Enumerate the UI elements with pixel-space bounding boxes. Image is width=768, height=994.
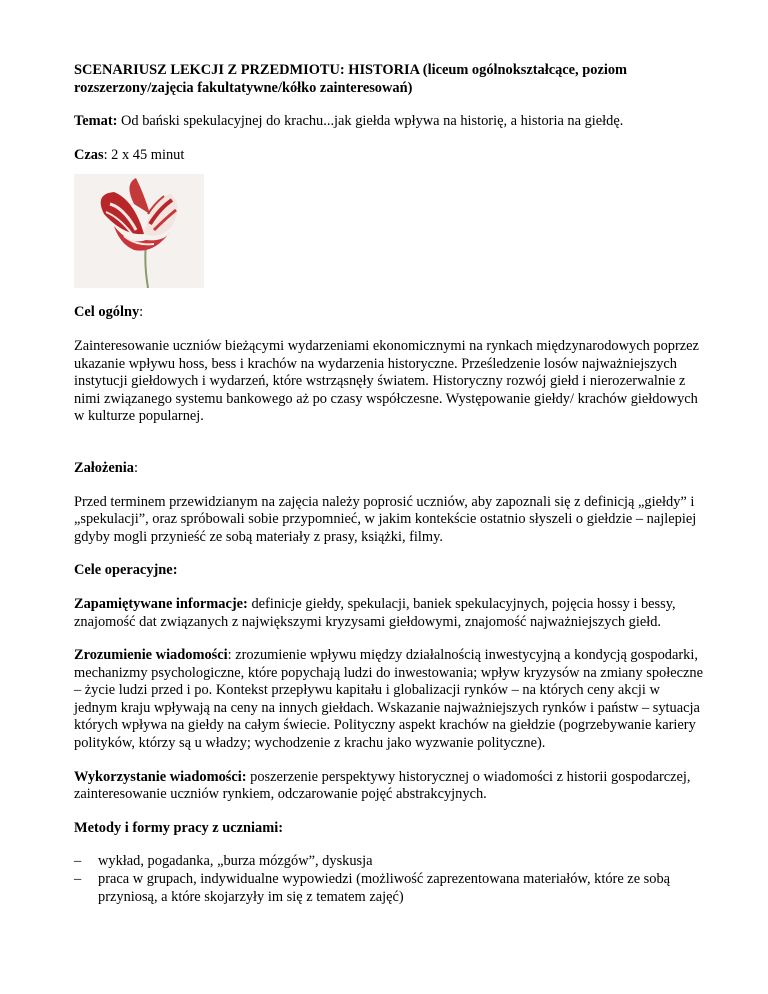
methods-list <box>74 853 704 906</box>
assumptions-heading: Założenia: <box>74 459 138 476</box>
understanding-text: : zrozumienie wpływu między działalnością inwestycyjną a kondycją gospodarki, mechanizmy psychologiczne, które popychają ludzi do inwestowania; wpływ kryzysów na zmiany społeczne – życie ludzi przed i po. Kontekst przepływu kapitału i globalizacji rynków – na których ceny akcji w jednym kraju wpływają na ceny na innych giełdach. Wskazanie najważniejszych rynków i państw – sytuacja których wpływa na giełdy na całym świecie. Polityczny aspekt krachów na giełdzie (pogrzebywanie kariery polityków, którzy są u władzy; wychodzenie z krachu jako wyzwanie polityczne). <box>74 647 703 752</box>
list-item-text: praca w grupach, indywidualne wypowiedzi (możliwość zaprezentowana materiałów, które ze sobą przyniosą, a które skojarzyły im się z tematem zajęć) <box>98 871 671 905</box>
goal-text: Zainteresowanie uczniów bieżącymi wydarzeniami ekonomicznymi na rynkach międzynarodowych poprzez ukazanie wpływu hoss, bess i krachów na wydarzenia historyczne. Prześledzenie losów najważniejszych instytucji giełdowych i wydarzeń, które wstrząsnęły światem. Historyczny rozwój giełd i nierozerwalnie z nimi związanego systemu bankowego aż po czasy współczesne. Występowanie giełdy/ krachów giełdowych w kulturze popularnej. <box>74 337 699 425</box>
document-page <box>74 62 704 906</box>
list-item <box>74 871 704 906</box>
dash-bullet: – <box>74 853 82 870</box>
topic-line <box>74 113 704 131</box>
memorized-text: definicje giełdy, spekulacji, baniek spekulacyjnych, pojęcia hossy i bessy, znajomość dat związanych z największymi kryzysami giełdowymi, znajomość najważniejszych giełd. <box>74 595 676 630</box>
dash-bullet: – <box>74 871 82 888</box>
usage-text: poszerzenie perspektywy historycznej o wiadomości z historii gospodarczej, zainteresowanie uczniów rynkiem, odczarowanie pojęć abstrakcyjnych. <box>74 768 691 803</box>
goal-heading: Cel ogólny: <box>74 304 144 321</box>
understanding-label: Zrozumienie wiadomości <box>74 647 228 664</box>
usage-label: Wykorzystanie wiadomości: <box>74 768 247 785</box>
methods-heading: Metody i formy pracy z uczniami: <box>74 819 284 836</box>
operational-heading: Cele operacyjne: <box>74 562 178 579</box>
time-label: Czas <box>74 146 104 163</box>
time-line <box>74 147 704 165</box>
goal-label: Cel ogólny <box>74 304 140 321</box>
assumptions-text: Przed terminem przewidzianym na zajęcia należy poprosić uczniów, aby zapoznali się z definicją „giełdy” i „spekulacji”, oraz spróbowali sobie przypomnieć, w jakim kontekście ostatnio słyszeli o giełdzie – najlepiej gdyby mogli przynieść ze sobą materiały z prasy, książki, filmy. <box>74 493 697 545</box>
time-text: : 2 x 45 minut <box>103 146 185 163</box>
memorized-label: Zapamiętywane informacje: <box>74 595 248 612</box>
usage-paragraph <box>74 769 704 804</box>
topic-label: Temat: <box>74 113 118 130</box>
document-title: SCENARIUSZ LEKCJI Z PRZEDMIOTU: HISTORIA (liceum ogólnokształcące, poziom rozszerzony/zajęcia fakultatywne/kółko zainteresowań) <box>74 62 628 96</box>
assumptions-label: Założenia <box>74 459 134 476</box>
memorized-paragraph <box>74 596 704 631</box>
tulip-image <box>74 174 204 288</box>
list-item <box>74 853 704 871</box>
topic-text: Od bański spekulacyjnej do krachu...jak giełda wpływa na historię, a historia na giełdę. <box>117 113 624 130</box>
list-item-text: wykład, pogadanka, „burza mózgów”, dyskusja <box>98 853 373 870</box>
understanding-paragraph <box>74 647 704 753</box>
